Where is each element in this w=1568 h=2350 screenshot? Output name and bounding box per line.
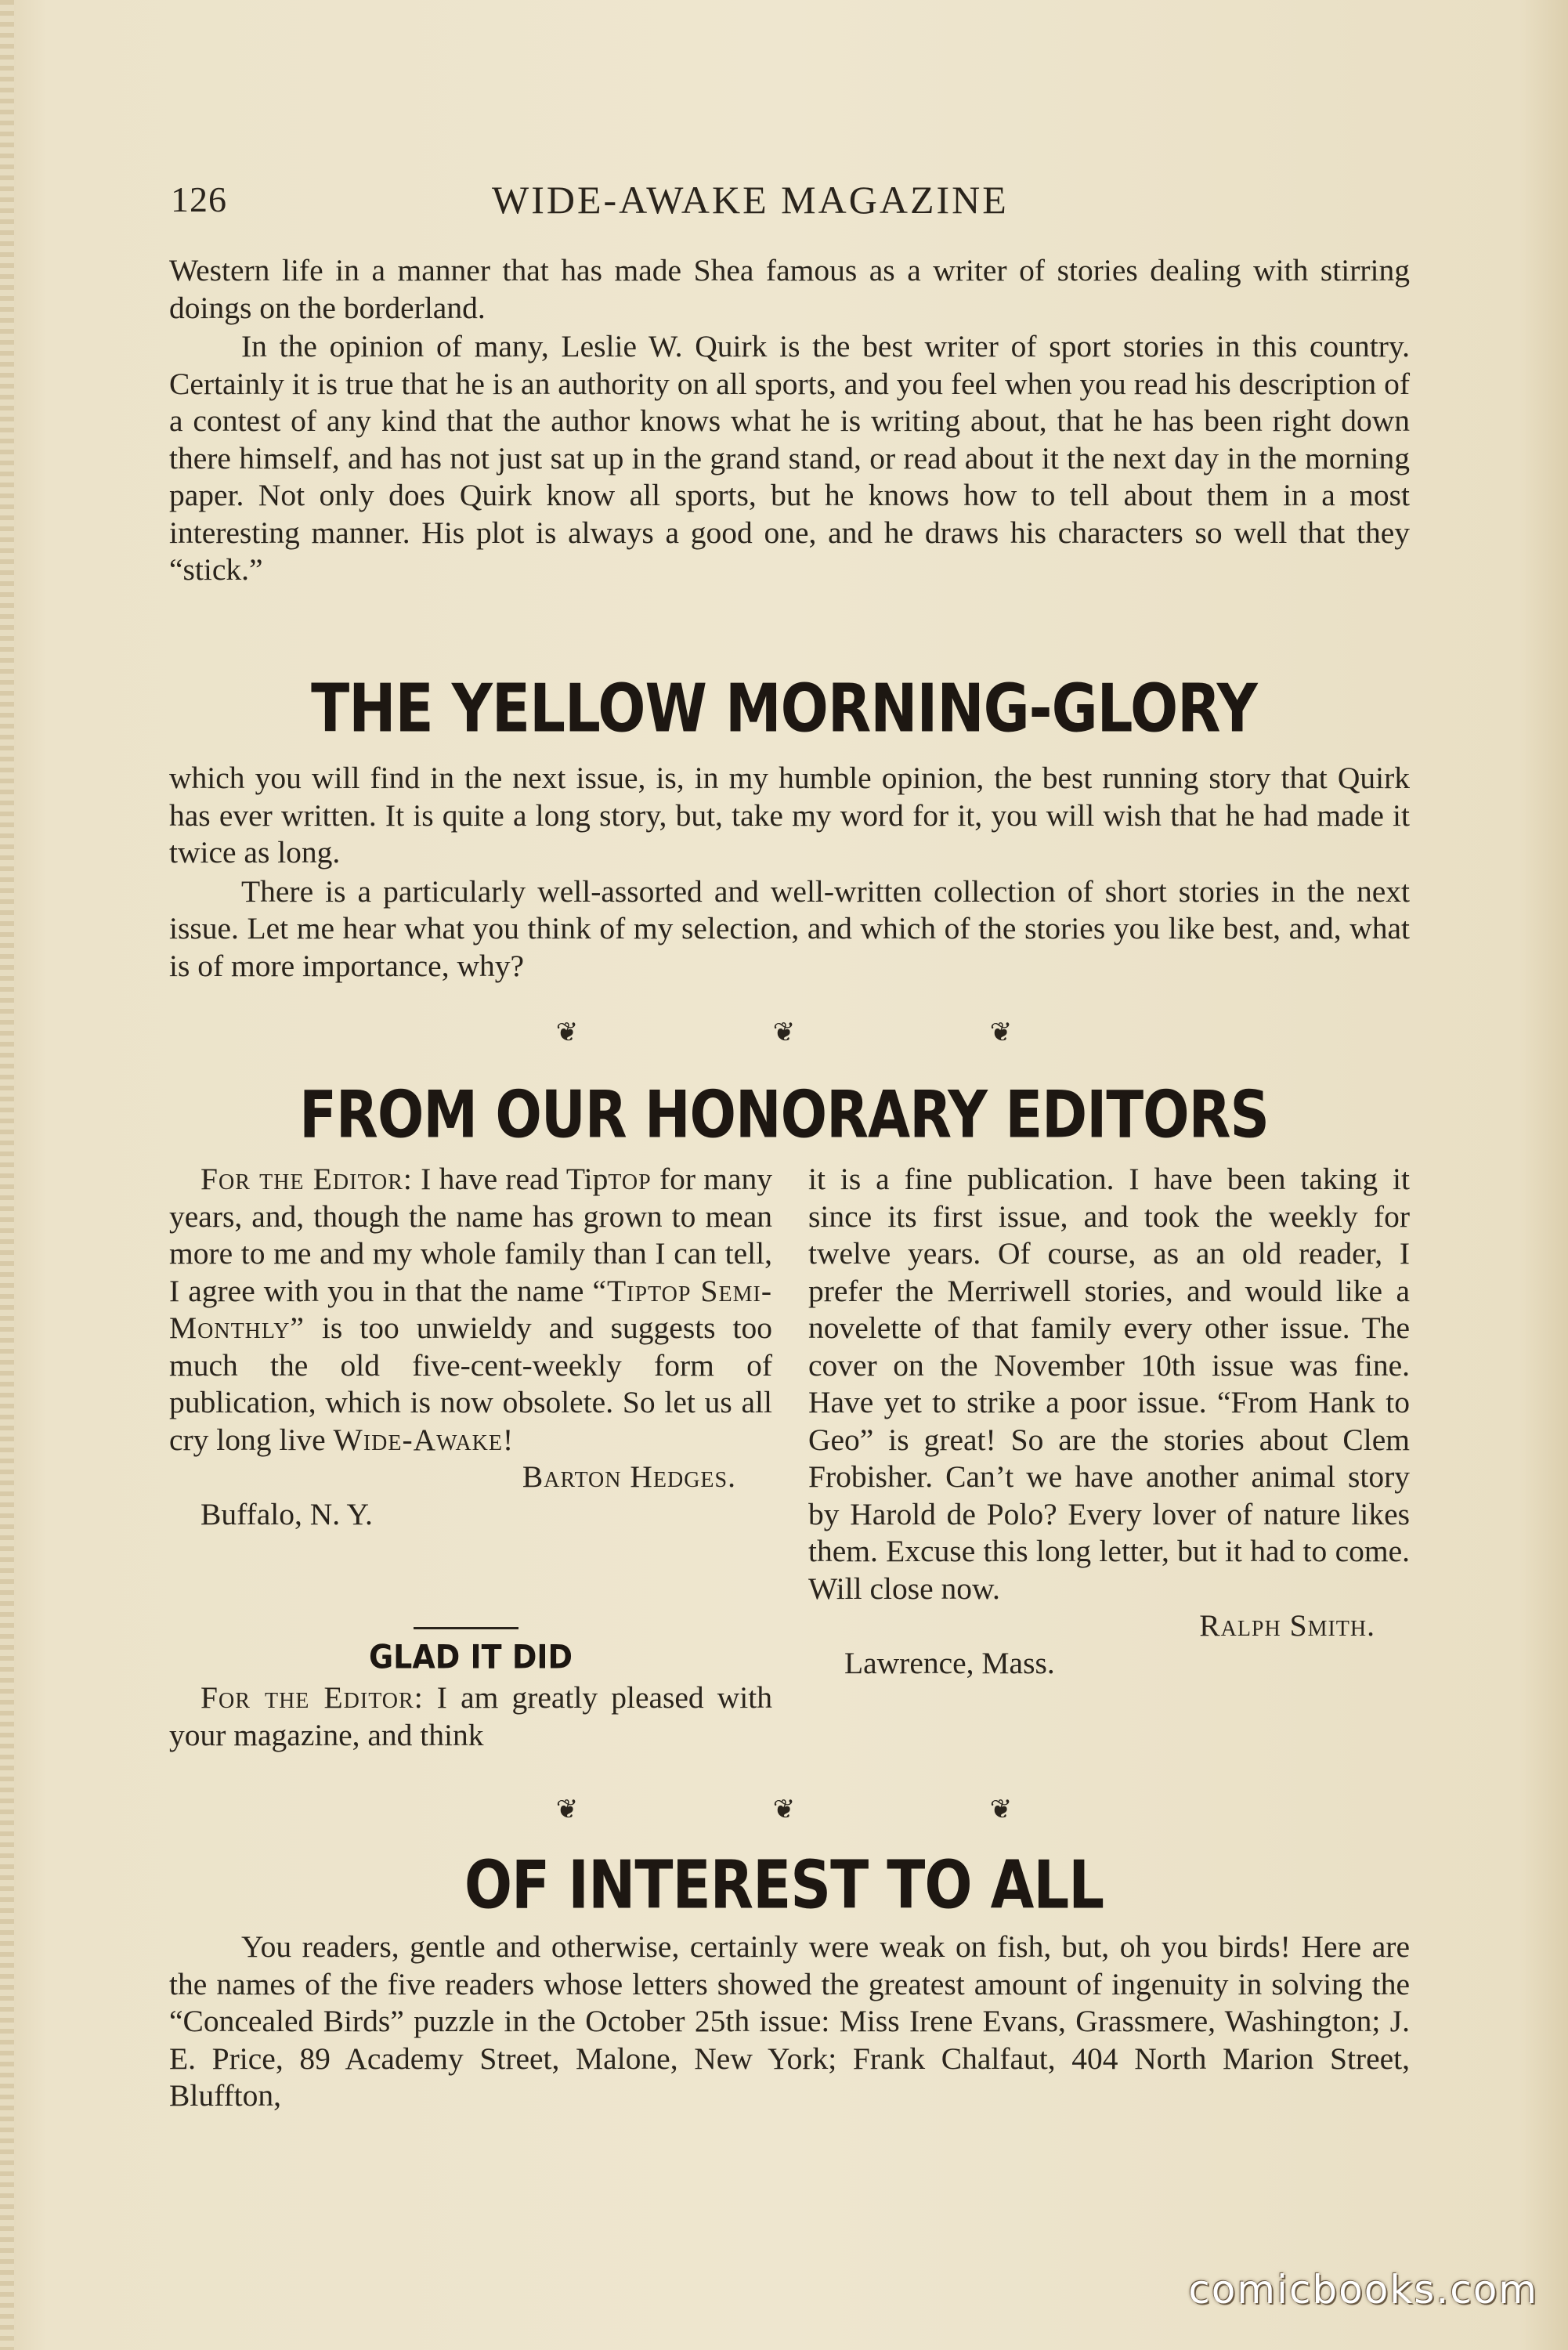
yellow-morning-glory-heading: THE YELLOW MORNING-GLORY: [311, 669, 1257, 747]
letters-left-column: [169, 1161, 772, 1533]
letter-2-signature: Ralph Smith.: [1199, 1608, 1375, 1643]
watermark: comicbooks.com: [1188, 2267, 1538, 2312]
letter-1-text-a: I have read Tip: [421, 1162, 609, 1196]
running-title: WIDE-AWAKE MAGAZINE: [492, 178, 1009, 222]
page-binding-edge: [0, 0, 14, 2350]
letter-1-text-a-sc: top: [608, 1162, 652, 1196]
letter-1-salutation: For the Editor:: [201, 1162, 413, 1196]
yellow-paragraph-2: There is a particularly well-assorted and well-written collection of short stories in the next issue. Let me hear what you think of my selection, and which of the stories you like best, and, what is of more importance, why?: [169, 873, 1410, 983]
letter-1-signature: Barton Hedges.: [522, 1459, 736, 1494]
letter-1-text-c: is too unwieldy and suggests too much the old five-cent-weekly form of publication, which is now obsolete. So let us all cry long live: [169, 1311, 772, 1457]
yellow-paragraph-1: which you will find in the next issue, is, in my humble opinion, the best running story that Quirk has ever written. It is quite a long story, but, take my word for it, you will wish that he had made it twice as long.: [169, 761, 1410, 870]
letters-right-column: [808, 1161, 1410, 1682]
interest-paragraph: You readers, gentle and otherwise, certainly were weak on fish, but, oh you birds! Here are the names of the five readers whose letters showed the greatest amount of ingenuity in solving the “Concealed Birds” puzzle in the October 25th issue: Miss Irene Evans, Grassmere, Washington; J. E. Price, 89 Academy Street, Malone, New York; Frank Chalfaut, 404 North Marion Street, Bluffton,: [169, 1929, 1410, 2113]
letter-2-salutation: For the Editor:: [201, 1680, 424, 1715]
letter-2-text-right: it is a fine publication. I have been taking it since its first issue, and took the weekly for twelve years. Of course, as an old reader, I prefer the Merriwell stories, and would like a novelette of that family every other issue. The cover on the November 10th issue was fine. Have yet to strike a poor issue. “From Hank to Geo” is great! So are the stories about Clem Frobisher. Can’t we have another animal story by Harold de Polo? Every lover of nature likes them. Excuse this long letter, but it had to come. Will close now.: [808, 1162, 1410, 1606]
letter-1-place: Buffalo, N. Y.: [201, 1496, 373, 1531]
letter-1-magazine-name: Wide-Awake: [333, 1422, 504, 1457]
letter-2-text-left-body: I am greatly pleased with your magazine, and think: [169, 1680, 773, 1752]
page-number: 126: [171, 179, 227, 219]
ornament-divider-2: ❦ ❦ ❦: [555, 1795, 1107, 1824]
interest-section: [169, 1929, 1410, 2115]
yellow-section: [169, 760, 1410, 985]
interest-heading: OF INTEREST TO ALL: [464, 1846, 1104, 1924]
letter-2-left-part: [169, 1679, 772, 1754]
letter-2-place: Lawrence, Mass.: [844, 1645, 1055, 1680]
intro-section: [169, 252, 1410, 589]
letter-1-text-d: !: [503, 1422, 514, 1457]
honorary-editors-heading: FROM OUR HONORARY EDITORS: [299, 1076, 1269, 1153]
letter-1-quoted-title: “Tiptop Semi-Monthly”: [169, 1273, 772, 1345]
letter-2-text-left: [169, 1679, 772, 1754]
intro-paragraph-2: In the opinion of many, Leslie W. Quirk is the best writer of sport stories in this country. Certainly it is true that he is an authority on all sports, and you feel when you read his description of a contest of any kind that the author knows what he is writing about, that he has been right down there himself, and has not just sat up in the grand stand, or read about it the next day in the morning paper. Not only does Quirk know all sports, but he knows how to tell about them in a most interesting manner. His plot is always a good one, and he draws his characters so well that they “stick.”: [169, 329, 1410, 587]
ornament-divider-1: ❦ ❦ ❦: [555, 1018, 1107, 1047]
section-rule: [414, 1627, 518, 1629]
letter-1-text: [169, 1161, 772, 1459]
intro-paragraph-1: Western life in a manner that has made Shea famous as a writer of stories dealing with stirring doings on the borderland.: [169, 253, 1410, 325]
letter-1-text-b: for many years, and, though the name has grown to mean more to me and my whole family than I can tell, I agree with you in that the name: [169, 1162, 773, 1308]
glad-it-did-subheading: GLAD IT DID: [368, 1637, 573, 1676]
